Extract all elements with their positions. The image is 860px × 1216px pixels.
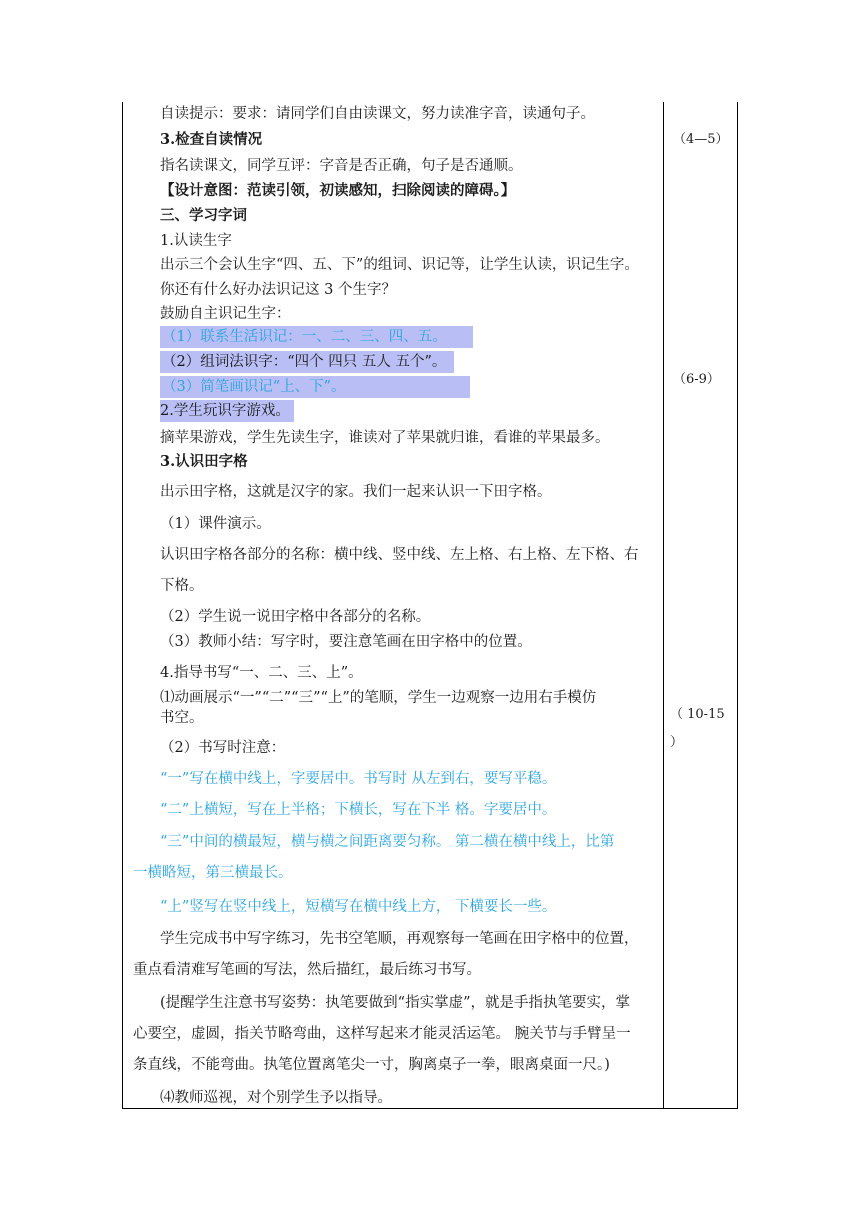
encourage-line: 鼓励自主识记生字： — [160, 306, 291, 322]
students-say-parts: （2）学生说一说田字格中各部分的名称。 — [160, 609, 431, 625]
step-read-characters: 1.认读生字 — [160, 233, 232, 249]
courseware-demo: （1）课件演示。 — [160, 516, 271, 532]
note-er: “二”上横短，写在上半格；下横长，写在下半 格。字要居中。 — [160, 802, 557, 818]
peer-review-line: 指名读课文，同学互评：字音是否正确，句子是否通顺。 — [160, 158, 523, 174]
animation-stroke-order-1: ⑴动画展示“一”“二”“三”“上”的笔顺，学生一边观察一边用右手模仿 — [160, 690, 597, 706]
tianzige-intro: 出示田字格，这就是汉字的家。我们一起来认识一下田字格。 — [160, 484, 552, 500]
timing-2: （6-9） — [673, 372, 720, 387]
posture-line-1: (提醒学生注意书写姿势：执笔要做到“指实掌虚”，就是手指执笔要实，掌 — [160, 995, 630, 1011]
teacher-summary: （3）教师小结：写字时，要注意笔画在田字格中的位置。 — [160, 634, 532, 650]
table-left-border — [122, 102, 123, 1109]
section-heading-words: 三、学习字词 — [160, 207, 247, 224]
note-san-1: “三”中间的横最短，横与横之间距离要匀称。 第二横在横中线上，比第 — [160, 834, 615, 850]
animation-stroke-order-2: 书空。 — [160, 710, 204, 726]
writing-notes-heading: （2）书写时注意： — [160, 740, 286, 756]
timing-1: （4—5） — [673, 132, 729, 147]
section-check-reading: 3.检查自读情况 — [160, 131, 263, 148]
step-tianzige: 3.认识田字格 — [160, 453, 248, 470]
teacher-patrol: ⑷教师巡视，对个别学生予以指导。 — [160, 1090, 392, 1106]
show-characters-line: 出示三个会认生字“四、五、下”的组词、识记等，让学生认读，识记生字。 — [160, 257, 639, 273]
method-drawing: （3）简笔画识记“上、下”。 — [160, 376, 470, 398]
apple-game-line: 摘苹果游戏，学生先读生字，谁读对了苹果就归谁，看谁的苹果最多。 — [160, 430, 610, 446]
table-divider — [663, 102, 664, 1109]
posture-line-3: 条直线，不能弯曲。执笔位置离笔尖一寸，胸离桌子一拳，眼离桌面一尺。) — [133, 1057, 610, 1073]
game-line: 2.学生玩识字游戏。 — [160, 400, 294, 422]
timing-3: （ 10-15 — [670, 707, 725, 722]
question-line: 你还有什么好办法识记这 3 个生字？ — [160, 282, 396, 298]
practice-line-2: 重点看清难写笔画的写法，然后描红，最后练习书写。 — [133, 962, 481, 978]
method-word-group: （2）组词法识字：“四个 四只 五人 五个”。 — [160, 351, 454, 373]
note-yi: “一”写在横中线上，字要居中。书写时 从左到右，要写平稳。 — [160, 771, 557, 787]
table-bottom-border — [122, 1108, 738, 1109]
tianzige-parts-line1: 认识田字格各部分的名称：横中线、竖中线、左上格、右上格、左下格、右 — [160, 547, 639, 563]
design-intent-note: 【设计意图：范读引领，初读感知，扫除阅读的障碍。】 — [160, 182, 516, 199]
practice-line-1: 学生完成书中写字练习，先书空笔顺，再观察每一笔画在田字格中的位置， — [160, 931, 639, 947]
table-right-border — [737, 102, 738, 1109]
note-san-2: 一横略短，第三横最长。 — [133, 865, 293, 881]
posture-line-2: 心要空，虚圆，指关节略弯曲，这样写起来才能灵活运笔。 腕关节与手臂呈一 — [133, 1026, 631, 1042]
reading-hint: 自读提示：要求：请同学们自由读课文，努力读准字音，读通句子。 — [160, 106, 595, 122]
note-shang: “上”竖写在竖中线上，短横写在横中线上方， 下横要长一些。 — [160, 899, 557, 915]
step-writing-guide: 4.指导书写“一、二、三、上”。 — [160, 665, 363, 681]
method-life-memory: （1）联系生活识记：一、二、三、四、五。 — [160, 326, 473, 348]
timing-3-close: ） — [670, 735, 684, 750]
tianzige-parts-line2: 下格。 — [160, 578, 204, 594]
